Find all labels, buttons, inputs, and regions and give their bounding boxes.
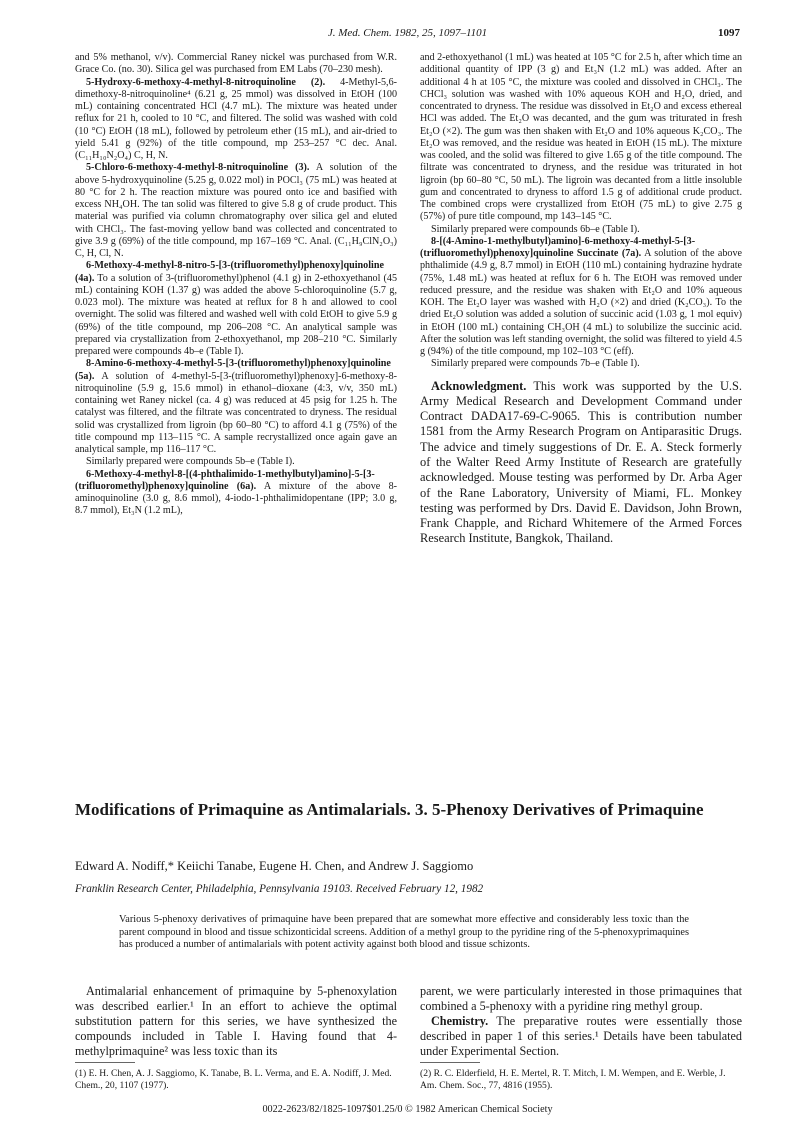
article-affiliation: Franklin Research Center, Philadelphia, Pennsylvania 19103. Received February 12, 1982 — [75, 883, 484, 895]
paragraph: 5-Chloro-6-methoxy-4-methyl-8-nitroquinoline (3). A solution of the above 5-hydroxyquinoline (5.25 g, 0.022 mol) in POCl₃ (75 mL) was heated at 80 °C for 2 h. The reaction mixture was poured onto ice and basified with excess NH₄OH. The tan solid was filtered to give 5.8 g of crude product. This material was purified via column chromatography over silica gel and eluted with CHCl₃. The fast-moving yellow band was collected and concentrated to give 3.9 g (69%) of the title compound, mp 167–169 °C. Anal. (C₁₁H₉ClN₂O₃) C, H, Cl, N. — [75, 162, 397, 259]
paragraph: 8-Amino-6-methoxy-4-methyl-5-[3-(trifluoromethyl)phenoxy]quinoline (5a). A solution of 4-methyl-5-[3-(trifluoromethyl)phenoxy]-6-methoxy-8-nitroquinoline (5.9 g, 15.6 mmol) in ethanol–dioxane (4:3, v/v, 350 mL) containing wet Raney nickel (ca. 4 g) was reduced at 45 psig for 1.25 h. The catalyst was filtered, and the filtrate was concentrated to dryness. The residual solid was crystallized from ligroin (bp 60–80 °C) to afford 4.1 g (75%) of the title compound mp 113–115 °C. A sample recrystallized once again gave an analytical sample, mp 116–117 °C. — [75, 358, 397, 455]
footnote-2: (2) R. C. Elderfield, H. E. Mertel, R. T. Mitch, I. M. Wempen, and E. Werble, J. Am. Chem. Soc., 77, 4816 (1955). — [420, 1068, 726, 1091]
article-authors: Edward A. Nodiff,* Keiichi Tanabe, Eugene H. Chen, and Andrew J. Saggiomo — [75, 859, 474, 873]
footnote-rule — [420, 1062, 480, 1063]
intro-left-column — [75, 984, 397, 1059]
page-number: 1097 — [718, 27, 740, 39]
paragraph: Similarly prepared were compounds 5b–e (Table I). — [86, 456, 295, 468]
paragraph: and 5% methanol, v/v). Commercial Raney nickel was purchased from W.R. Grace Co. (no. 30). Silica gel was purchased from EM Labs (70–230 mesh). — [75, 52, 397, 76]
paragraph: Similarly prepared were compounds 6b–e (Table I). — [431, 223, 640, 235]
paragraph-lead-in: 6-Methoxy-4-methyl-8-nitro-5-[3-(trifluoromethyl)phenoxy]quinoline (4a). — [75, 260, 384, 284]
paragraph: 8-[(4-Amino-1-methylbutyl)amino]-6-methoxy-4-methyl-5-[3-(trifluoromethyl)phenoxy]quinoline Succinate (7a). A solution of the above phthalimide (4.9 g, 8.7 mmol) in EtOH (110 mL) containing hydrazine hydrate (75%, 1.48 mL) was heated at reflux for 6 h. The EtOH was removed under reduced pressure, and the residue was shaken with Et₂O and 10% aqueous KOH. The Et₂O layer was washed with H₂O (×2) and dried (K₂CO₃). To the dried Et₂O solution was added a solution of succinic acid (1.03 g, 1 mol equiv) in EtOH (100 mL) containing CH₃OH (4 mL) to solubilize the succinic acid. After the solution was left standing overnight, the solid was filtered to yield 4.5 g (94%) of the title compound, mp 102–103 °C (eff). — [420, 235, 742, 357]
footnote-rule — [75, 1062, 135, 1063]
paragraph: Antimalarial enhancement of primaquine by 5-phenoxylation was described earlier.¹ In an effort to achieve the optimal substitution pattern for this series, we have synthesized the compounds included in Table I. Having found that 4-methylprimaquine² was less toxic than its — [75, 984, 397, 1058]
experimental-left-column — [75, 52, 397, 518]
experimental-right-column — [420, 52, 742, 547]
paragraph-lead-in: 8-Amino-6-methoxy-4-methyl-5-[3-(trifluoromethyl)phenoxy]quinoline (5a). — [75, 358, 391, 382]
copyright-footer: 0022-2623/82/1825-1097$01.25/0 © 1982 American Chemical Society — [262, 1104, 553, 1115]
paragraph-lead-in: Chemistry. — [431, 1013, 489, 1028]
paragraph: 6-Methoxy-4-methyl-8-nitro-5-[3-(trifluoromethyl)phenoxy]quinoline (4a). To a solution of 3-(trifluoromethyl)phenol (4.1 g) in 2-ethoxyethanol (45 mL) containing KOH (1.37 g) was added the above 5-chloroquinoline (5.7 g, 0.023 mol). The mixture was heated at reflux for 8 h and allowed to cool overnight. The solid was filtered and washed well with cold EtOH to give 5.9 g (69%) of the title compound, mp 206–208 °C. An analytical sample was prepared via crystallization from 2-ethoxyethanol, mp 208–210 °C. Similarly prepared were compounds 4b–e (Table I). — [75, 260, 397, 357]
running-head — [75, 27, 740, 43]
article-abstract: Various 5-phenoxy derivatives of primaquine have been prepared that are somewhat more effective and considerably less toxic than the parent compound in blood and tissue schizonticidal screens. Addition of a methyl group to the pyridine ring of the 5-phenoxyprimaquines has produced a number of antimalarials with potent activity against both blood and tissue schizonts. — [119, 914, 689, 951]
paragraph: Similarly prepared were compounds 7b–e (Table I). — [431, 358, 640, 370]
paragraph-lead-in: 8-[(4-Amino-1-methylbutyl)amino]-6-methoxy-4-methyl-5-[3-(trifluoromethyl)phenoxy]quinoline Succinate (7a). — [420, 235, 696, 259]
paragraph: parent, we were particularly interested in those primaquines that combined a 5-phenoxy with a pyridine ring methyl group. — [420, 984, 742, 1013]
paragraph-lead-in: 5-Chloro-6-methoxy-4-methyl-8-nitroquinoline (3). — [86, 162, 310, 174]
paragraph-lead-in: 5-Hydroxy-6-methoxy-4-methyl-8-nitroquinoline (2). — [86, 76, 326, 88]
journal-citation: J. Med. Chem. 1982, 25, 1097–1101 — [327, 27, 488, 39]
paragraph: 6-Methoxy-4-methyl-8-[(4-phthalimido-1-methylbutyl)amino]-5-[3-(trifluoromethyl)phenoxy]quinoline (6a). A mixture of the above 8-aminoquinoline (3.0 g, 8.6 mmol), 4-iodo-1-phthalimidopentane (IPP; 3.0 g, 8.7 mmol), Et₃N (1.2 mL), — [75, 468, 397, 517]
chemistry-paragraph: Chemistry. The preparative routes were essentially those described in paper 1 of this series.¹ Details have been tabulated under Experimental Section. — [420, 1013, 742, 1058]
footnote-1: (1) E. H. Chen, A. J. Saggiomo, K. Tanabe, B. L. Verma, and E. A. Nodiff, J. Med. Chem., 20, 1107 (1977). — [75, 1068, 392, 1091]
paragraph-lead-in: Acknowledgment. — [431, 378, 527, 393]
paragraph-lead-in: 6-Methoxy-4-methyl-8-[(4-phthalimido-1-methylbutyl)amino]-5-[3-(trifluoromethyl)phenoxy]quinoline (6a). — [75, 468, 375, 492]
paragraph: and 2-ethoxyethanol (1 mL) was heated at 105 °C for 2.5 h, after which time an additional quantity of IPP (3 g) and Et₃N (1.2 mL) was added. After an additional 4 h at 105 °C, the mixture was cooled and dissolved in CHCl₃. The CHCl₃ solution was washed with 10% aqueous KOH and H₂O, dried, and concentrated to dryness. The residue was dissolved in Et₂O and excess ethereal HCl was added. The Et₂O was decanted, and the gum was triturated in fresh Et₂O (×2). The gum was then shaken with Et₂O and 10% aqueous K₂CO₃. The Et₂O was removed, and the residue was heated in EtOH (15 mL). The mixture was cooled, and the solid was filtered to give 1.65 g of the title compound. The filtrate was concentrated to dryness, and the residue was triturated in hot ligroin (bp 60–80 °C, 50 mL). The ligroin was decanted from a little insoluble gum and concentrated to dryness to afford 1.5 g of additional crude product. The combined crops were crystallized from EtOH (75 mL) to give 2.75 g (57%) of pure title compound, mp 143–145 °C. — [420, 52, 742, 223]
article-title: Modifications of Primaquine as Antimalarials. 3. 5-Phenoxy Derivatives of Primaquine — [75, 800, 704, 819]
intro-right-column — [420, 984, 742, 1059]
paragraph: 5-Hydroxy-6-methoxy-4-methyl-8-nitroquinoline (2). 4-Methyl-5,6-dimethoxy-8-nitroquinoline⁴ (6.21 g, 25 mmol) was dissolved in EtOH (100 mL) containing concentrated HCl (4.7 mL). The mixture was heated under reflux for 21 h, cooled to 10 °C, and filtered. The solid was washed with cold (10 °C) EtOH (18 mL), followed by petroleum ether (15 mL), and air-dried to yield 5.41 g (92%) of the title compound, mp 253–257 °C dec. Anal. (C₁₁H₁₀N₂O₄) C, H, N. — [75, 76, 397, 161]
acknowledgment: Acknowledgment. This work was supported by the U.S. Army Medical Research and Development Command under Contract DADA17-69-C-9065. This is contribution number 1581 from the Army Research Program on Antiparasitic Drugs. The advice and timely suggestions of Dr. E. A. Steck formerly of the Walter Reed Army Institute of Research are gratefully acknowledged. Mouse testing was performed by Dr. Arba Ager of the Rane Laboratory, University of Miami, FL. Monkey testing was performed by Drs. David E. Davidson, John Brown, Frank Chapple, and Richard Whitemere of the Armed Forces Research Institute, Bangkok, Thailand. — [420, 378, 742, 546]
